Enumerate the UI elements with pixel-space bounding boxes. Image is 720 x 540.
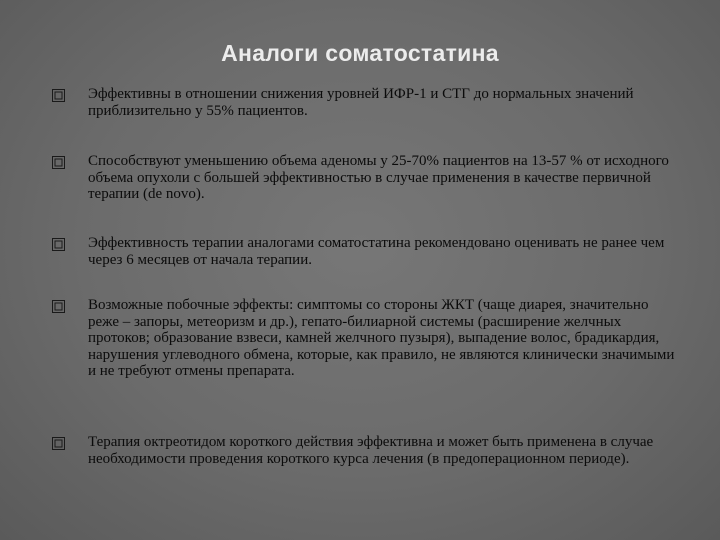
framed-square-bullet-icon bbox=[52, 89, 65, 102]
bullet-text: Эффективны в отношении снижения уровней ИФР-1 и СТГ до нормальных значений приблизительно у 55% пациентов. bbox=[88, 86, 634, 119]
bullet-text: Способствуют уменьшению объема аденомы у 25-70% пациентов на 13-57 % от исходного объема опухоли с большей эффективностью в случае применения в качестве первичной терапии (de novo). bbox=[88, 153, 669, 202]
bullet-text: Эффективность терапии аналогами соматостатина рекомендовано оценивать не ранее чем через 6 месяцев от начала терапии. bbox=[88, 235, 665, 268]
framed-square-bullet-icon bbox=[52, 300, 65, 313]
framed-square-bullet-icon bbox=[52, 156, 65, 169]
framed-square-bullet-icon bbox=[52, 238, 65, 251]
slide-title: Аналоги соматостатина bbox=[221, 40, 499, 66]
bullet-text: Возможные побочные эффекты: симптомы со стороны ЖКТ (чаще диарея, значительно реже – запоры, метеоризм и др.), гепато-билиарной системы (расширение желчных протоков; образование взвеси, камней желчного пузыря), выпадение волос, брадикардия, нарушения углеводного обмена, которые, как правило, не являются клинически значимыми и не требуют отмены препарата. bbox=[88, 297, 675, 379]
bullet-text: Терапия октреотидом короткого действия эффективна и может быть применена в случае необходимости проведения короткого курса лечения (в предоперационном периоде). bbox=[88, 434, 654, 467]
framed-square-bullet-icon bbox=[52, 437, 65, 450]
